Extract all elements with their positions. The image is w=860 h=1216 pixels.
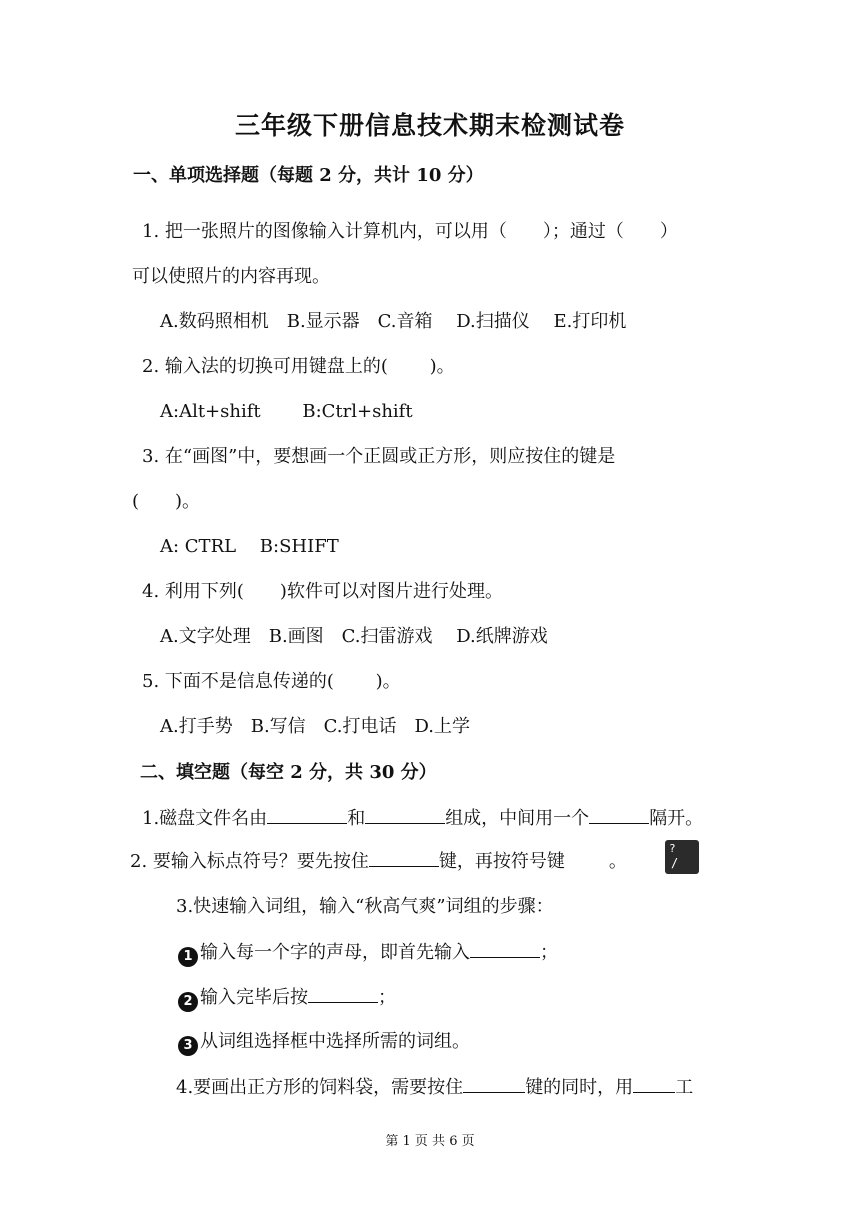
fill-q2-text-c: 。 [608, 851, 627, 872]
step-1-text: 输入每一个字的声母，即首先输入 [200, 942, 470, 963]
step-3-text: 从词组选择框中选择所需的词组。 [200, 1031, 470, 1052]
fill-question-3: 3.快速输入词组，输入“秋高气爽”词组的步骤： [176, 896, 554, 917]
fill-blank [589, 805, 649, 824]
section1-heading: 一、单项选择题（每题 2 分，共计 10 分） [133, 165, 484, 186]
question-5-options: A.打手势 B.写信 C.打电话 D.上学 [160, 716, 471, 737]
step-1 [178, 939, 558, 967]
question-4-options: A.文字处理 B.画图 C.扫雷游戏 D.纸牌游戏 [160, 626, 548, 647]
step-2-text: 输入完毕后按 [200, 987, 308, 1008]
fill-blank [308, 984, 378, 1003]
fill-q4-text-a: 4.要画出正方形的饲料袋，需要按住 [176, 1077, 464, 1098]
fill-question-4 [176, 1074, 693, 1101]
question-2-options: A:Alt+shift B:Ctrl+shift [160, 401, 413, 422]
step-number-badge: 3 [178, 1036, 198, 1056]
question-1-options: A.数码照相机 B.显示器 C.音箱 D.扫描仪 E.打印机 [160, 311, 627, 332]
step-2 [178, 984, 396, 1012]
page-footer: 第 1 页 共 6 页 [385, 1134, 475, 1149]
question-2: 2. 输入法的切换可用键盘上的( )。 [142, 356, 455, 377]
fill-blank [267, 805, 347, 824]
question-1-line1: 1. 把一张照片的图像输入计算机内，可以用（ ）；通过（ ） [142, 221, 678, 242]
exam-title: 三年级下册信息技术期末检测试卷 [234, 111, 625, 140]
question-mark-key-icon [665, 840, 699, 874]
question-3-options: A: CTRL B:SHIFT [160, 536, 339, 557]
fill-blank [470, 939, 540, 958]
fill-q1-text-a: 1.磁盘文件名由 [142, 808, 268, 829]
fill-question-1 [142, 805, 703, 832]
fill-blank [463, 1074, 525, 1093]
step-2-end: ； [378, 987, 396, 1008]
fill-q4-text-c: 工 [675, 1077, 694, 1098]
key-top-glyph: ? [669, 842, 676, 855]
key-bottom-glyph: / [671, 856, 679, 870]
question-5: 5. 下面不是信息传递的( )。 [142, 671, 401, 692]
fill-q2-text-b: 键，再按符号键 [438, 851, 565, 872]
fill-blank [369, 848, 439, 867]
step-3 [178, 1029, 470, 1056]
fill-blank [365, 805, 445, 824]
fill-q1-text-c: 组成，中间用一个 [445, 808, 590, 829]
section2-heading: 二、填空题（每空 2 分，共 30 分） [140, 762, 437, 783]
question-3-line2: ( )。 [132, 491, 201, 512]
fill-q4-text-b: 键的同时，用 [525, 1077, 634, 1098]
question-1-line2: 可以使照片的内容再现。 [132, 266, 330, 287]
step-number-badge: 2 [178, 992, 198, 1012]
question-4: 4. 利用下列( )软件可以对图片进行处理。 [142, 581, 503, 602]
fill-q2-text-a: 2. 要输入标点符号？要先按住 [130, 851, 369, 872]
fill-q1-text-b: 和 [347, 808, 366, 829]
question-3-line1: 3. 在“画图”中，要想画一个正圆或正方形，则应按住的键是 [142, 446, 616, 467]
step-number-badge: 1 [178, 947, 198, 967]
fill-blank [633, 1074, 675, 1093]
fill-question-2 [130, 848, 627, 875]
fill-q1-text-d: 隔开。 [649, 808, 704, 829]
step-1-end: ； [540, 942, 558, 963]
